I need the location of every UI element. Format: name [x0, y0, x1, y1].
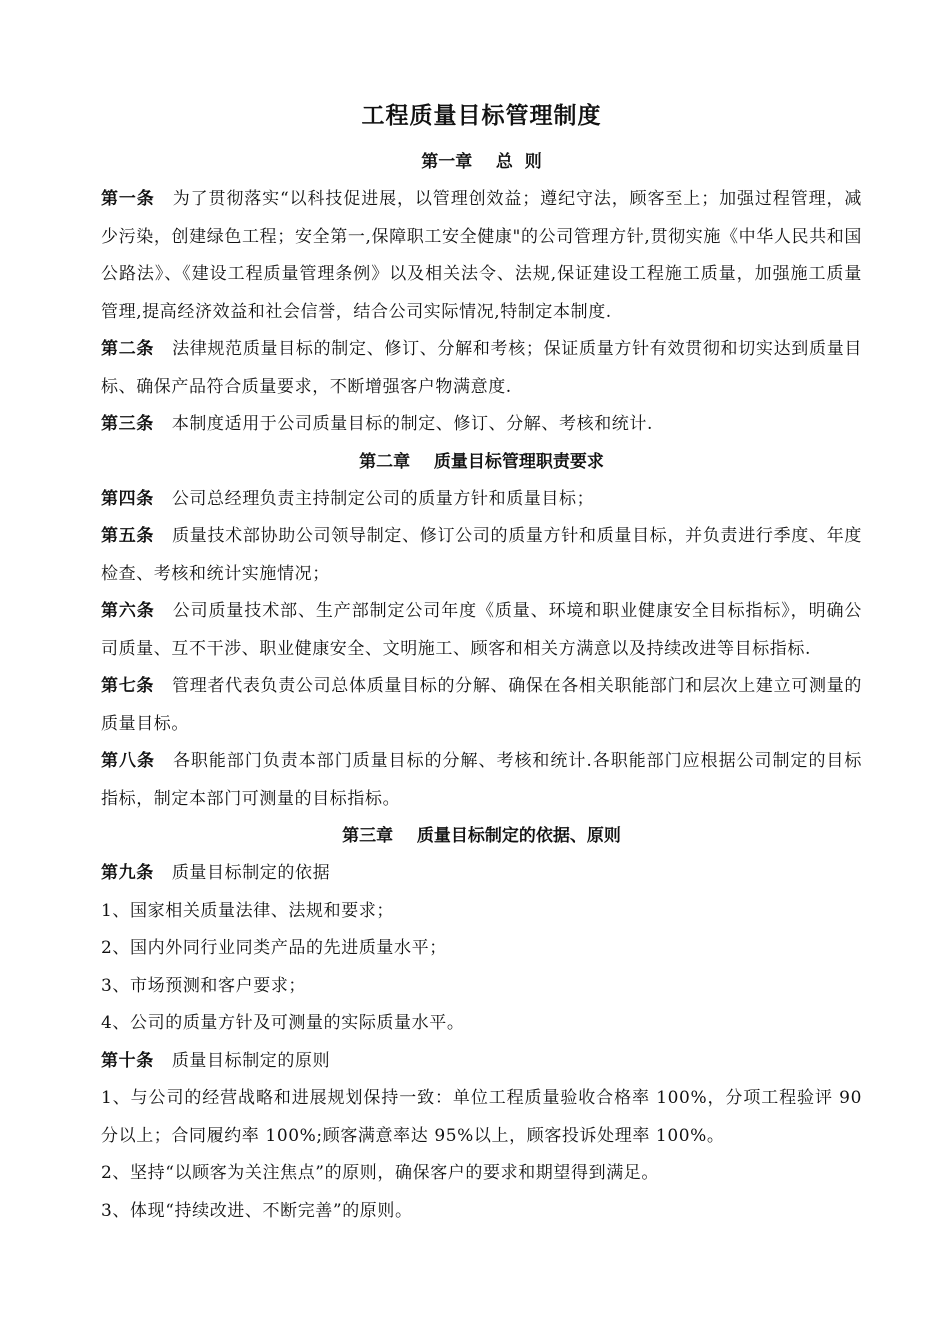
article-text: 公司质量技术部、生产部制定公司年度《质量、环境和职业健康安全目标指标》，明确公司质量、互不干涉、职业健康安全、文明施工、顾客和相关方满意以及持续改进等目标指标.	[101, 601, 862, 659]
document-title: 工程质量目标管理制度	[361, 103, 602, 129]
article-label: 第七条	[101, 676, 155, 696]
article-text: 为了贯彻落实“以科技促进展，以管理创效益；遵纪守法，顾客至上；加强过程管理，减少污染，创建绿色工程；安全第一,保障职工安全健康"的公司管理方针,贯彻实施《中华人民共和国公路法》、《建设工程质量管理条例》以及相关法令、法规,保证建设工程施工质量，加强施工质量管理,提高经济效益和社会信誉，结合公司实际情况,特制定本制度.	[101, 189, 862, 322]
article-label: 第九条	[101, 863, 154, 883]
article-label: 第二条	[101, 339, 155, 359]
list-item: 3、市场预测和客户要求；	[101, 975, 307, 996]
list-item: 3、体现“持续改进、不断完善”的原则。	[101, 1200, 413, 1221]
article-text: 质量目标制定的依据	[171, 863, 331, 883]
article-text: 公司总经理负责主持制定公司的质量方针和质量目标；	[171, 488, 595, 509]
article-label: 第十条	[101, 1050, 154, 1071]
article-1	[101, 181, 862, 331]
chapter-1-heading: 第一章 总 则	[421, 152, 542, 172]
article-4	[101, 481, 862, 519]
article-8	[101, 743, 862, 818]
list-item: 1、国家相关质量法律、法规和要求；	[101, 900, 395, 921]
list-item: 4、公司的质量方针及可测量的实际质量水平。	[101, 1013, 465, 1033]
article-text: 本制度适用于公司质量目标的制定、修订、分解、考核和统计.	[171, 414, 654, 434]
article-3	[101, 406, 862, 444]
article-9	[101, 855, 862, 893]
article-6	[101, 593, 862, 668]
article-label: 第五条	[101, 526, 155, 546]
article-label: 第八条	[101, 751, 155, 771]
article-2	[101, 331, 862, 406]
list-item: 2、国内外同行业同类产品的先进质量水平；	[101, 938, 447, 958]
article-5	[101, 518, 862, 593]
article-label: 第三条	[101, 414, 154, 434]
article-label: 第六条	[101, 601, 155, 621]
article-7	[101, 668, 862, 743]
article-10	[101, 1043, 862, 1081]
article-text: 法律规范质量目标的制定、修订、分解和考核；保证质量方针有效贯彻和切实达到质量目标、确保产品符合质量要求，不断增强客户物满意度.	[101, 339, 862, 397]
list-item: 2、坚持“以顾客为关注焦点”的原则，确保客户的要求和期望得到满足。	[101, 1163, 659, 1183]
article-label: 第四条	[101, 488, 154, 509]
chapter-3-heading: 第三章 质量目标制定的依据、原则	[342, 826, 621, 846]
chapter-2-heading: 第二章 质量目标管理职责要求	[359, 451, 604, 472]
article-label: 第一条	[101, 189, 155, 209]
article-text: 质量技术部协助公司领导制定、修订公司的质量方针和质量目标，并负责进行季度、年度检查、考核和统计实施情况；	[101, 526, 862, 584]
list-item: 1、与公司的经营战略和进展规划保持一致：单位工程质量验收合格率 100%，分项工程验评 90 分以上；合同履约率 100%;顾客满意率达 95%以上，顾客投诉处理率 100%。	[101, 1088, 862, 1146]
article-text: 管理者代表负责公司总体质量目标的分解、确保在各相关职能部门和层次上建立可测量的质量目标。	[101, 676, 862, 734]
article-text: 各职能部门负责本部门质量目标的分解、考核和统计.各职能部门应根据公司制定的目标指标，制定本部门可测量的目标指标。	[101, 751, 862, 809]
article-text: 质量目标制定的原则	[171, 1050, 331, 1071]
